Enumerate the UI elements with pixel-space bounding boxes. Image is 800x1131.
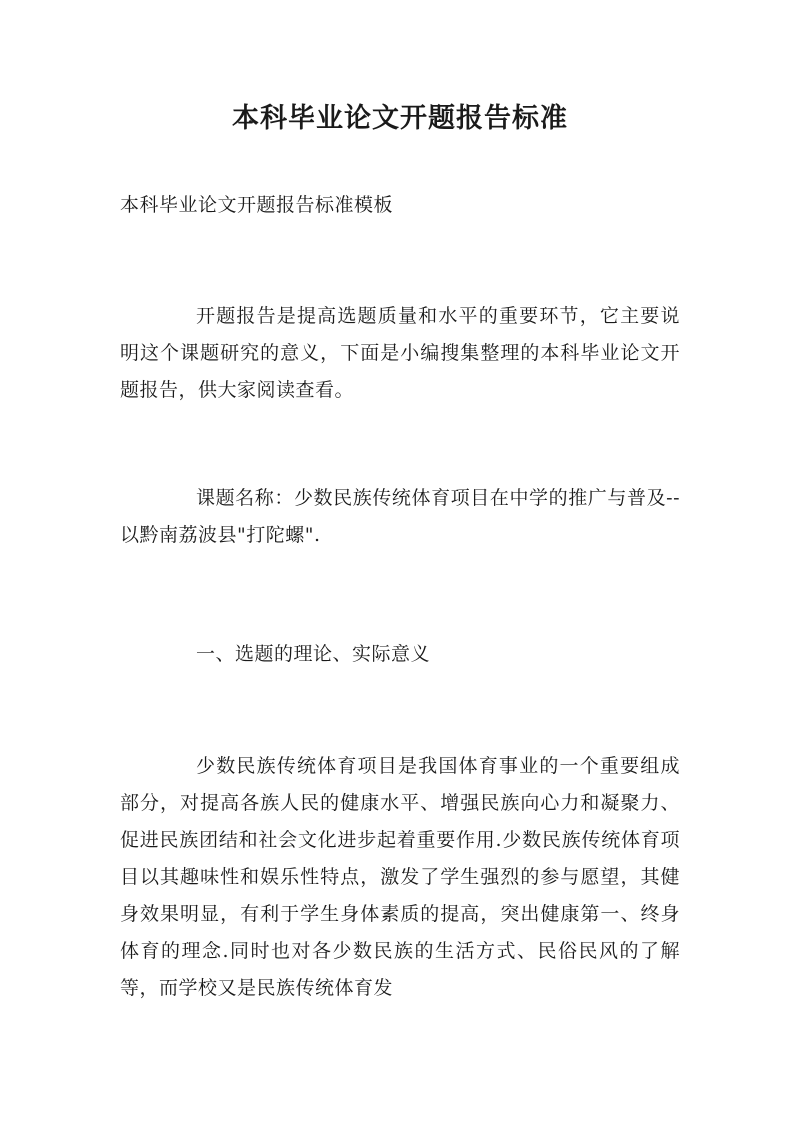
intro-paragraph: 开题报告是提高选题质量和水平的重要环节，它主要说明这个课题研究的意义，下面是小编搜集整理的本科毕业论文开题报告，供大家阅读查看。: [120, 305, 680, 401]
section-heading: 一、选题的理论、实际意义: [196, 643, 431, 665]
document-subtitle: 本科毕业论文开题报告标准模板: [120, 194, 394, 216]
document-title: 本科毕业论文开题报告标准: [232, 103, 568, 134]
topic-name-paragraph: 课题名称：少数民族传统体育项目在中学的推广与普及--以黔南荔波县"打陀螺".: [120, 487, 680, 546]
body-paragraph: 少数民族传统体育项目是我国体育事业的一个重要组成部分，对提高各族人民的健康水平、增强民族向心力和凝聚力、促进民族团结和社会文化进步起着重要作用.少数民族传统体育项目以其趣味性和娱乐性特点，激发了学生强烈的参与愿望，其健身效果明显，有利于学生身体素质的提高，突出健康第一、终身体育的理念.同时也对各少数民族的生活方式、民俗民风的了解等，而学校又是民族传统体育发: [120, 755, 680, 999]
